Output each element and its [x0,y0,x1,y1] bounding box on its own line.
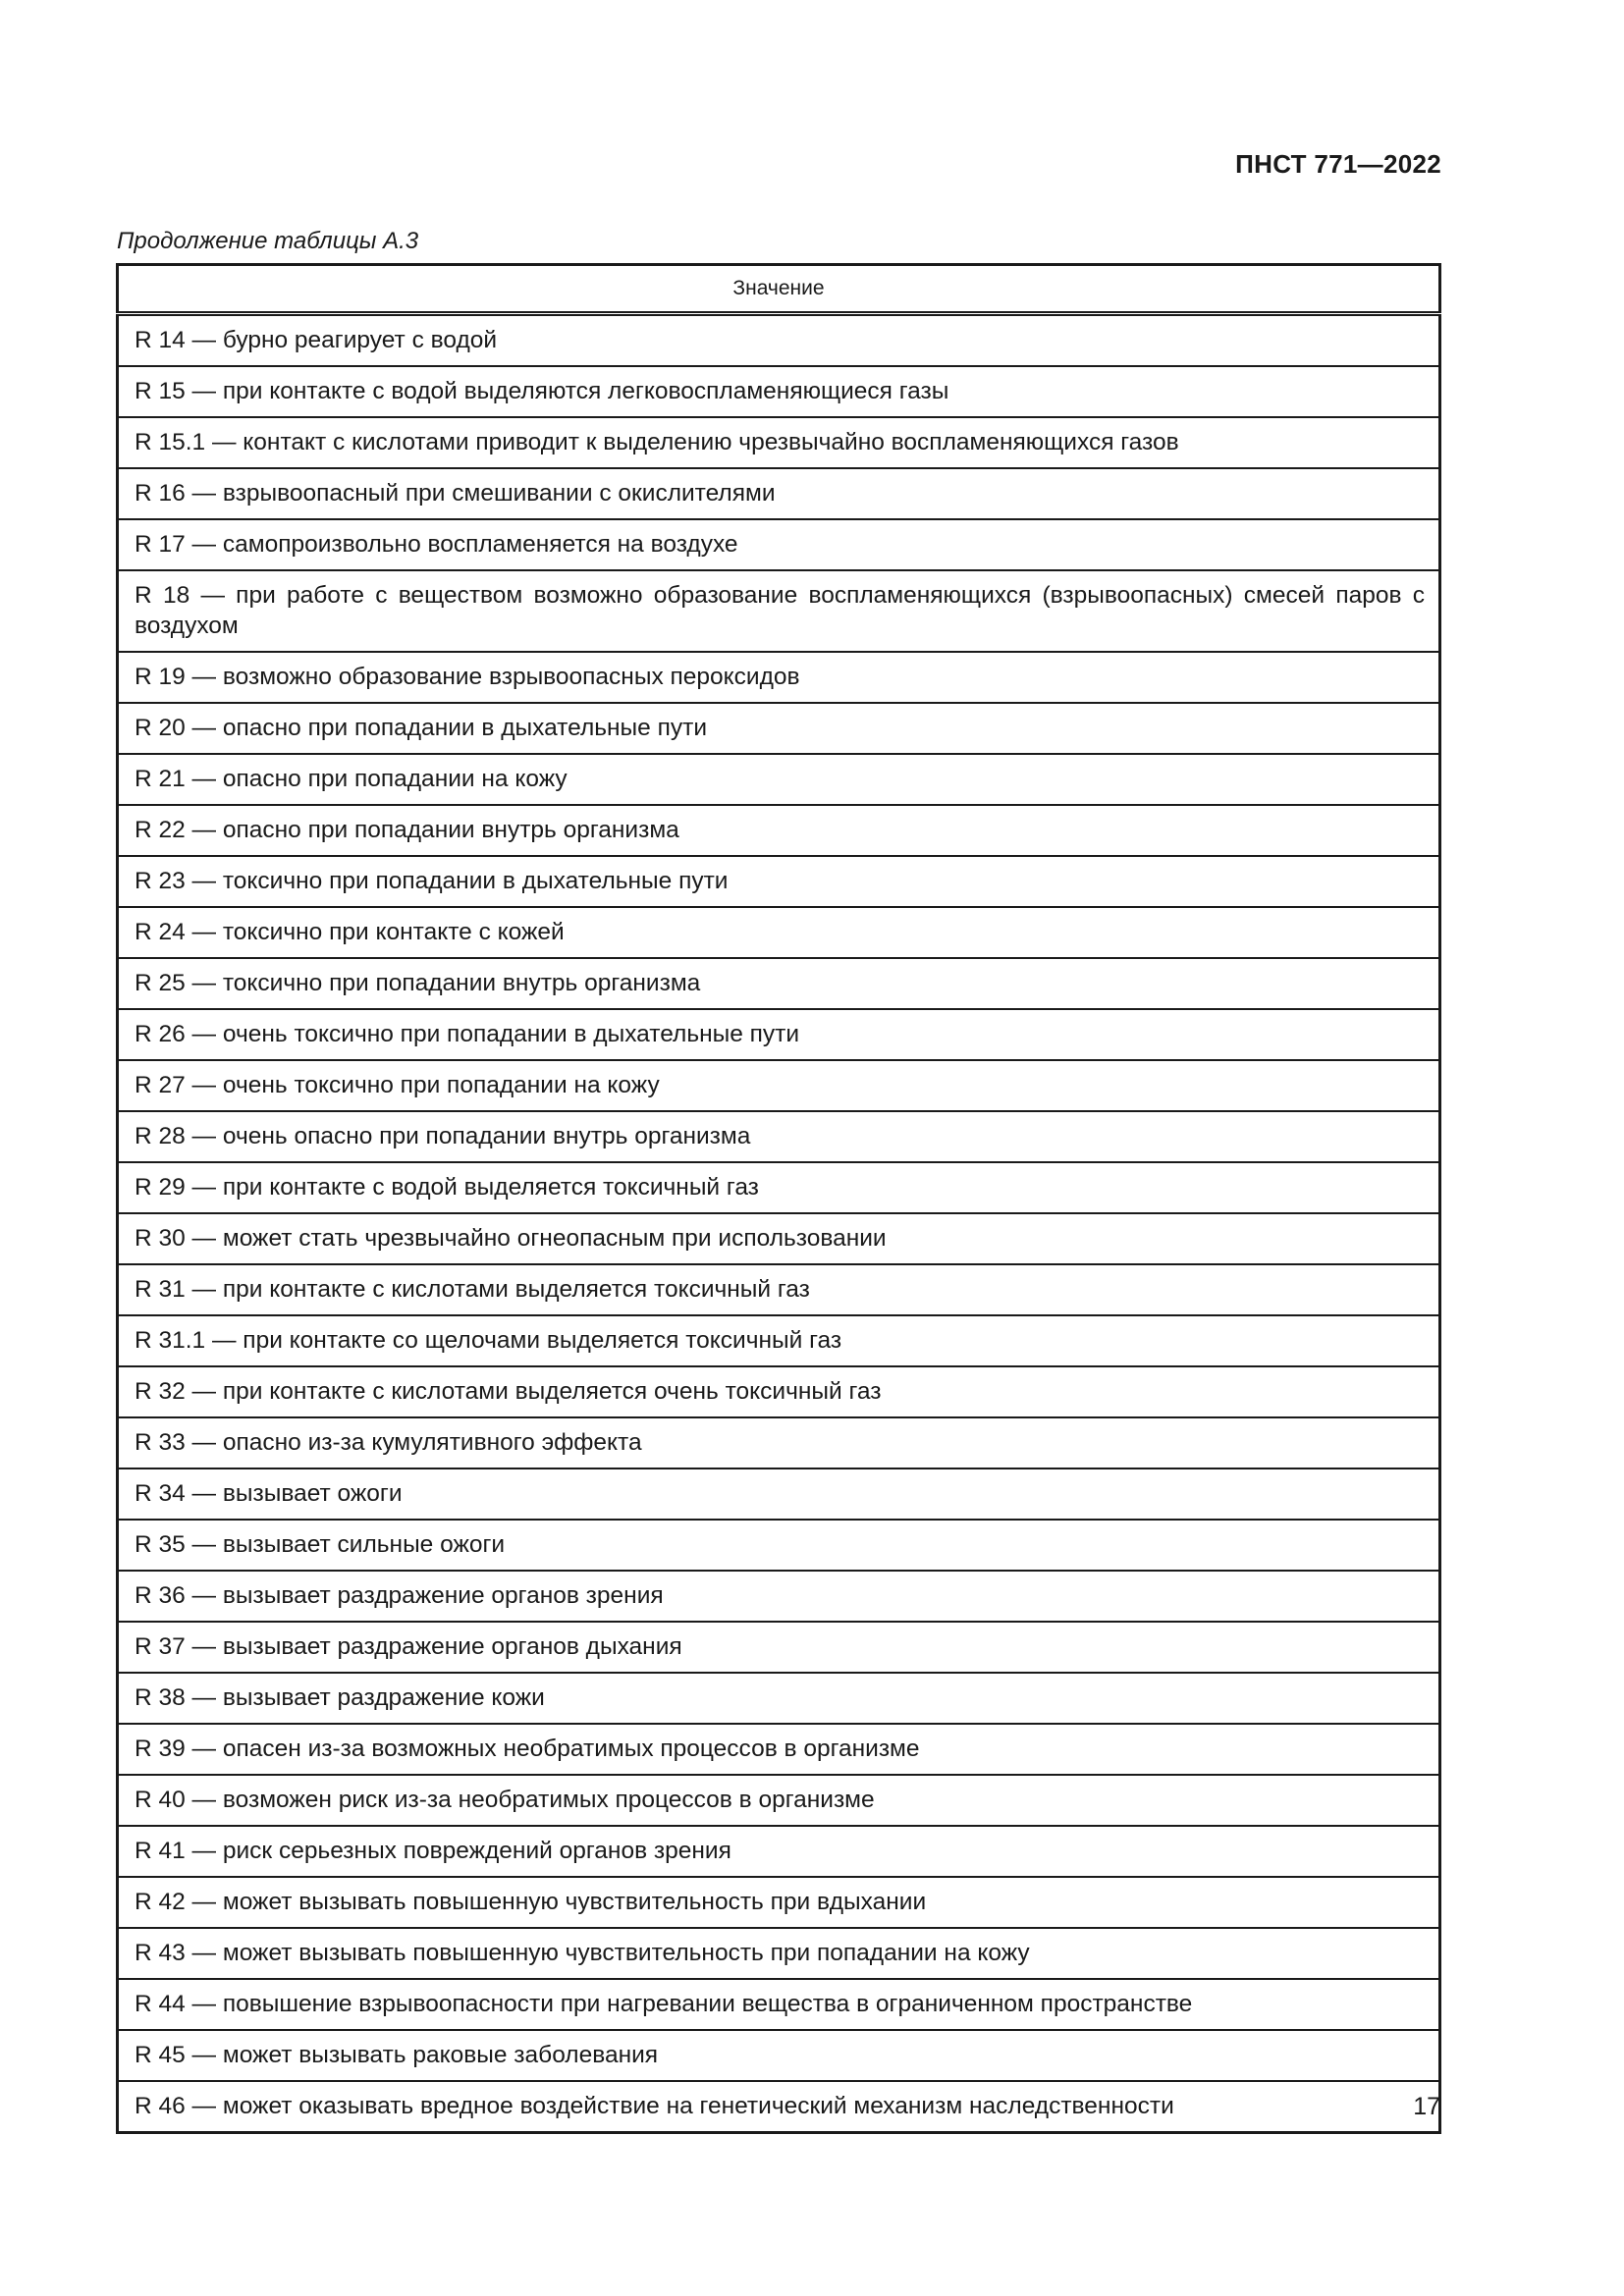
table-row [118,1979,1440,2030]
table-cell-value: R 20 — опасно при попадании в дыхательные пути [118,703,1440,754]
table-cell-value: R 39 — опасен из-за возможных необратимых процессов в организме [118,1724,1440,1775]
table-row [118,856,1440,907]
table-cell-value: R 26 — очень токсично при попадании в дыхательные пути [118,1009,1440,1060]
table-row [118,519,1440,570]
table-cell-value: R 36 — вызывает раздражение органов зрения [118,1571,1440,1622]
table-row [118,417,1440,468]
table-cell-value: R 14 — бурно реагирует с водой [135,327,498,353]
table-cell-value: R 38 — вызывает раздражение кожи [118,1673,1440,1724]
table-cell-value: R 43 — может вызывать повышенную чувствительность при попадании на кожу [118,1928,1440,1979]
table-row [118,1571,1440,1622]
table-cell-value: R 29 — при контакте с водой выделяется токсичный газ [118,1162,1440,1213]
table-row [118,1162,1440,1213]
table-cell-value: R 30 — может стать чрезвычайно огнеопасным при использовании [118,1213,1440,1264]
table-cell-value: R 15.1 — контакт с кислотами приводит к выделению чрезвычайно воспламеняющихся газов [118,417,1440,468]
table-row [118,1315,1440,1366]
table-row [118,1877,1440,1928]
table-body [118,314,1440,2133]
table-row [118,1622,1440,1673]
table-row [118,1775,1440,1826]
table-row [118,314,1440,367]
table-row [118,703,1440,754]
table-cell-value: R 34 — вызывает ожоги [118,1468,1440,1520]
table-cell-value: R 18 — при работе с веществом возможно образование воспламеняющихся (взрывоопасных) смесей паров с воздухом [118,570,1440,652]
table-cell-value: R 31 — при контакте с кислотами выделяется токсичный газ [118,1264,1440,1315]
table-row [118,2030,1440,2081]
table-cell-value: R 17 — самопроизвольно воспламеняется на воздухе [118,519,1440,570]
table-cell-value: R 15 — при контакте с водой выделяются легковоспламеняющиеся газы [118,366,1440,417]
table-cell-value: R 31.1 — при контакте со щелочами выделяется токсичный газ [118,1315,1440,1366]
table-cell-value: R 46 — может оказывать вредное воздействие на генетический механизм наследственности [118,2081,1440,2133]
table-row [118,1673,1440,1724]
table-row [118,570,1440,652]
table-row [118,2081,1440,2133]
hazard-phrases-table [116,263,1441,2134]
table-row [118,907,1440,958]
table-row [118,805,1440,856]
table-row [118,1366,1440,1417]
table-row [118,1928,1440,1979]
table-cell-value: R 35 — вызывает сильные ожоги [118,1520,1440,1571]
table-cell-value: R 41 — риск серьезных повреждений органов зрения [118,1826,1440,1877]
table-cell-value: R 45 — может вызывать раковые заболевания [118,2030,1440,2081]
table-caption: Продолжение таблицы А.3 [117,228,419,254]
table-cell-value: R 23 — токсично при попадании в дыхательные пути [118,856,1440,907]
table-row [118,1213,1440,1264]
table-cell-value: R 33 — опасно из-за кумулятивного эффекта [118,1417,1440,1468]
table-row [118,1724,1440,1775]
table-row [118,754,1440,805]
table-row [118,1468,1440,1520]
table-cell-value: R 44 — повышение взрывоопасности при нагревании вещества в ограниченном пространстве [118,1979,1440,2030]
hazard-table-container [116,263,1441,2134]
table-cell-value: R 22 — опасно при попадании внутрь организма [118,805,1440,856]
table-row [118,652,1440,703]
table-row [118,1264,1440,1315]
table-row [118,1826,1440,1877]
table-row [118,468,1440,519]
table-row [118,1060,1440,1111]
table-row [118,958,1440,1009]
table-row [118,1520,1440,1571]
table-cell-value: R 27 — очень токсично при попадании на кожу [118,1060,1440,1111]
document-number: ПНСТ 771—2022 [1235,149,1441,179]
table-row [118,1111,1440,1162]
table-cell-value: R 16 — взрывоопасный при смешивании с окислителями [118,468,1440,519]
table-row [118,366,1440,417]
table-cell-value: R 42 — может вызывать повышенную чувствительность при вдыхании [118,1877,1440,1928]
table-cell-value: R 32 — при контакте с кислотами выделяется очень токсичный газ [118,1366,1440,1417]
table-header-row [118,265,1440,314]
table-cell-value: R 21 — опасно при попадании на кожу [118,754,1440,805]
table-cell-value: R 40 — возможен риск из-за необратимых процессов в организме [118,1775,1440,1826]
table-cell-value: R 28 — очень опасно при попадании внутрь организма [118,1111,1440,1162]
table-cell-value: R 25 — токсично при попадании внутрь организма [118,958,1440,1009]
table-row [118,1009,1440,1060]
column-header-value: Значение [118,265,1440,314]
table-cell-value: R 37 — вызывает раздражение органов дыхания [118,1622,1440,1673]
table-cell-value: R 19 — возможно образование взрывоопасных пероксидов [118,652,1440,703]
table-cell-value: R 24 — токсично при контакте с кожей [118,907,1440,958]
table-row [118,1417,1440,1468]
page-number: 17 [1413,2093,1440,2120]
